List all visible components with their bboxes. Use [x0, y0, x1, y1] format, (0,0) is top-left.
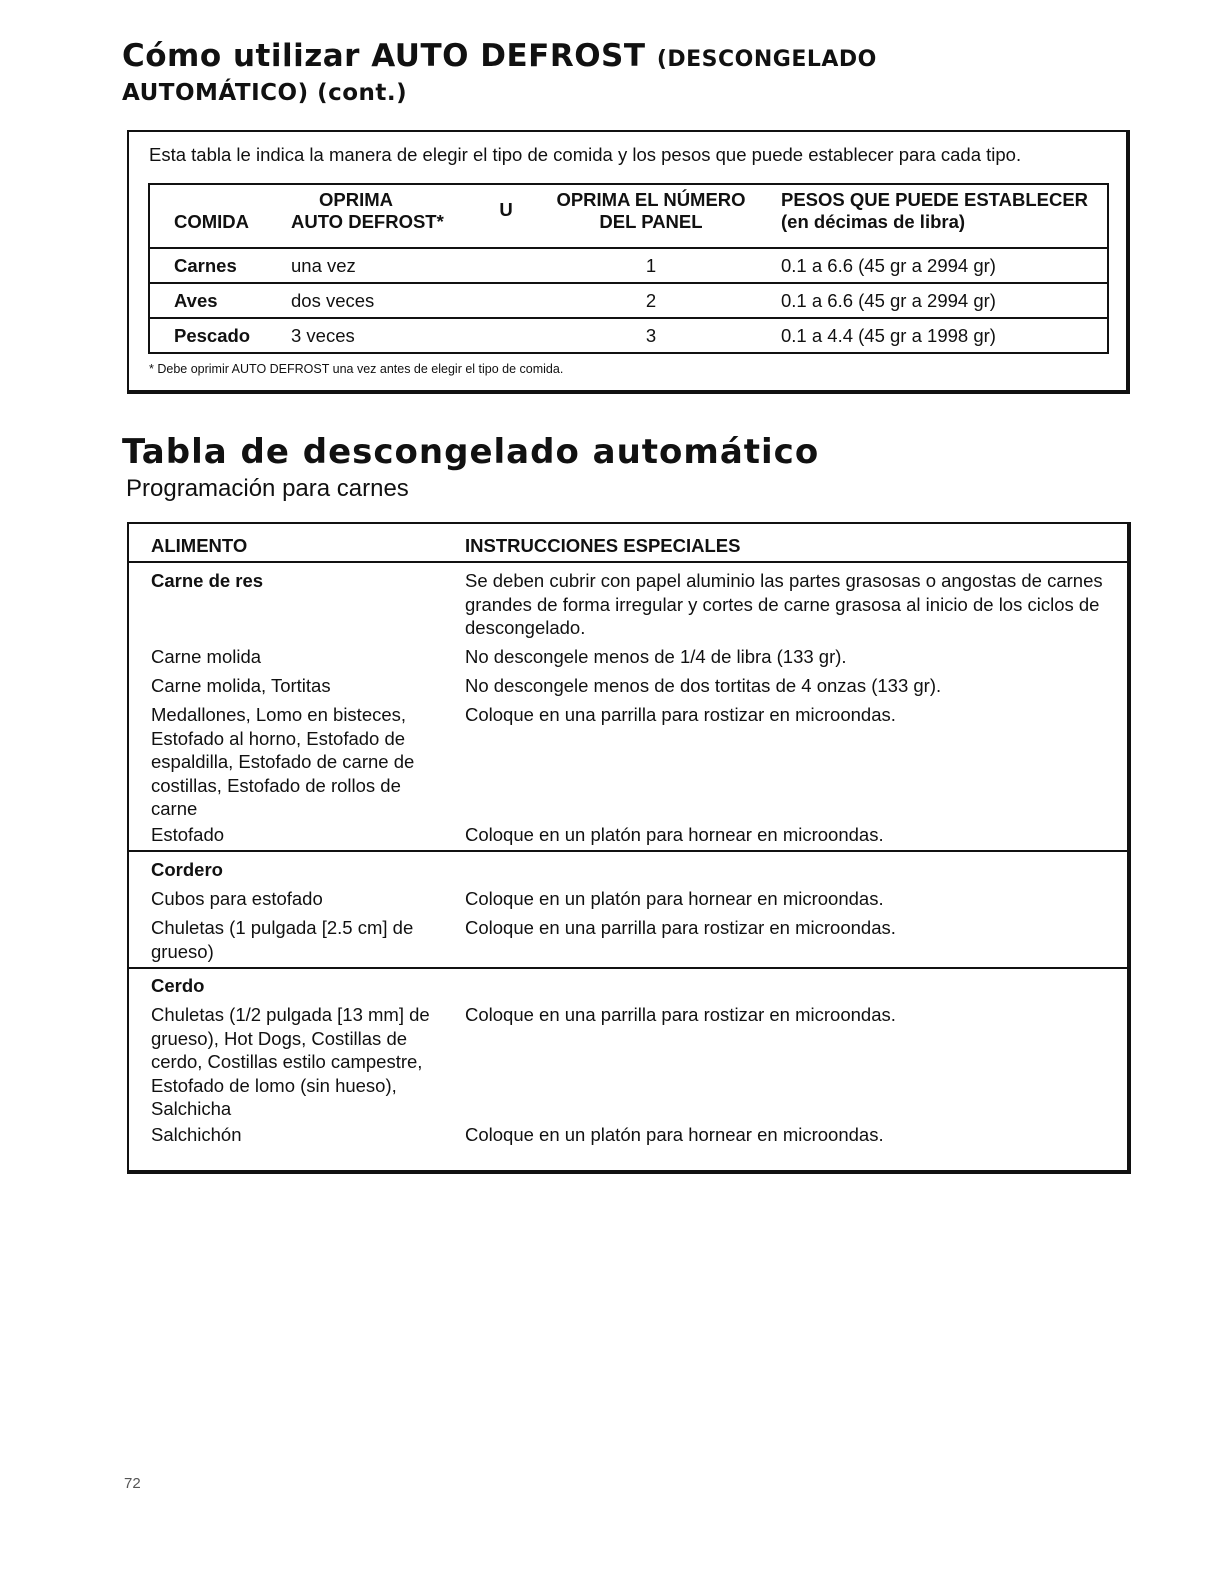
food-item: Carne molida: [151, 646, 262, 667]
table-row: [149, 283, 1108, 318]
food-item: Medallones, Lomo en bisteces, Estofado al horno, Estofado de espaldilla, Estofado de carne de costillas, Estofado de rollos de carne: [151, 704, 415, 819]
cell-comida: Carnes: [149, 248, 291, 283]
food-instructions: Coloque en una parrilla para rostizar en microondas.: [465, 917, 896, 938]
cell-numero: 3: [521, 318, 781, 353]
header-oprima: OPRIMA AUTO DEFROST*: [291, 189, 444, 232]
food-item: Cubos para estofado: [151, 888, 323, 909]
auto-defrost-box: [127, 130, 1130, 394]
cell-pesos: 0.1 a 6.6 (45 gr a 2994 gr): [781, 248, 1108, 283]
cell-oprima: dos veces: [291, 283, 491, 318]
page-number: 72: [124, 1475, 141, 1492]
cell-comida: Pescado: [149, 318, 291, 353]
divider: [129, 967, 1127, 969]
food-item: Salchichón: [151, 1124, 242, 1145]
food-item: Estofado: [151, 824, 225, 845]
header-pesos: PESOS QUE PUEDE ESTABLECER (en décimas de libra): [781, 189, 1089, 232]
food-item: Chuletas (1 pulgada [2.5 cm] de grueso): [151, 917, 414, 962]
header-numero: OPRIMA EL NÚMERO DEL PANEL: [556, 189, 746, 232]
cell-comida: Aves: [149, 283, 291, 318]
intro-text: Esta tabla le indica la manera de elegir el tipo de comida y los pesos que puede establecer para cada tipo.: [149, 144, 1022, 165]
auto-defrost-table: [148, 183, 1109, 354]
divider: [129, 850, 1127, 852]
food-item: Carne molida, Tortitas: [151, 675, 331, 696]
food-instructions: Coloque en un platón para hornear en microondas.: [465, 888, 884, 909]
section-title-cont: AUTOMÁTICO) (cont.): [122, 80, 408, 106]
food-instructions: Coloque en una parrilla para rostizar en microondas.: [465, 704, 896, 725]
header-comida: COMIDA: [174, 211, 250, 232]
food-instructions: Coloque en un platón para hornear en microondas.: [465, 1124, 884, 1145]
cell-numero: 1: [521, 248, 781, 283]
meat-defrost-table: [127, 522, 1131, 1174]
section-title-small: (DESCONGELADO: [656, 47, 877, 72]
group-name: Carne de res: [151, 570, 264, 591]
food-instructions: No descongele menos de 1/4 de libra (133 gr).: [465, 646, 847, 667]
cell-pesos: 0.1 a 4.4 (45 gr a 1998 gr): [781, 318, 1108, 353]
group-name: Cordero: [151, 859, 223, 880]
footnote: * Debe oprimir AUTO DEFROST una vez antes de elegir el tipo de comida.: [149, 362, 564, 376]
group-name: Cerdo: [151, 975, 205, 996]
food-instructions: No descongele menos de dos tortitas de 4 onzas (133 gr).: [465, 675, 942, 696]
table-row: [149, 318, 1108, 353]
table-title: Tabla de descongelado automático: [122, 432, 820, 472]
table-subtitle: Programación para carnes: [126, 475, 409, 502]
header-alimento: ALIMENTO: [151, 535, 248, 556]
food-instructions: Coloque en un platón para hornear en microondas.: [465, 824, 884, 845]
cell-oprima: una vez: [291, 248, 491, 283]
group-instructions: Se deben cubrir con papel aluminio las partes grasosas o angostas de carnes grandes de forma irregular y cortes de carne grasosa al inicio de los ciclos de descongelado.: [465, 570, 1103, 638]
section-title-main: Cómo utilizar AUTO DEFROST: [122, 38, 646, 74]
cell-numero: 2: [521, 283, 781, 318]
table-header-row: [149, 184, 1108, 248]
section-title: [122, 38, 877, 74]
table-row: [149, 248, 1108, 283]
food-item: Chuletas (1/2 pulgada [13 mm] de grueso), Hot Dogs, Costillas de cerdo, Costillas estilo campestre, Estofado de lomo (sin hueso), Salchicha: [151, 1004, 430, 1119]
header-u: U: [499, 199, 513, 220]
cell-oprima: 3 veces: [291, 318, 491, 353]
food-instructions: Coloque en una parrilla para rostizar en microondas.: [465, 1004, 896, 1025]
cell-pesos: 0.1 a 6.6 (45 gr a 2994 gr): [781, 283, 1108, 318]
header-instrucciones: INSTRUCCIONES ESPECIALES: [465, 535, 741, 556]
divider: [129, 561, 1127, 563]
